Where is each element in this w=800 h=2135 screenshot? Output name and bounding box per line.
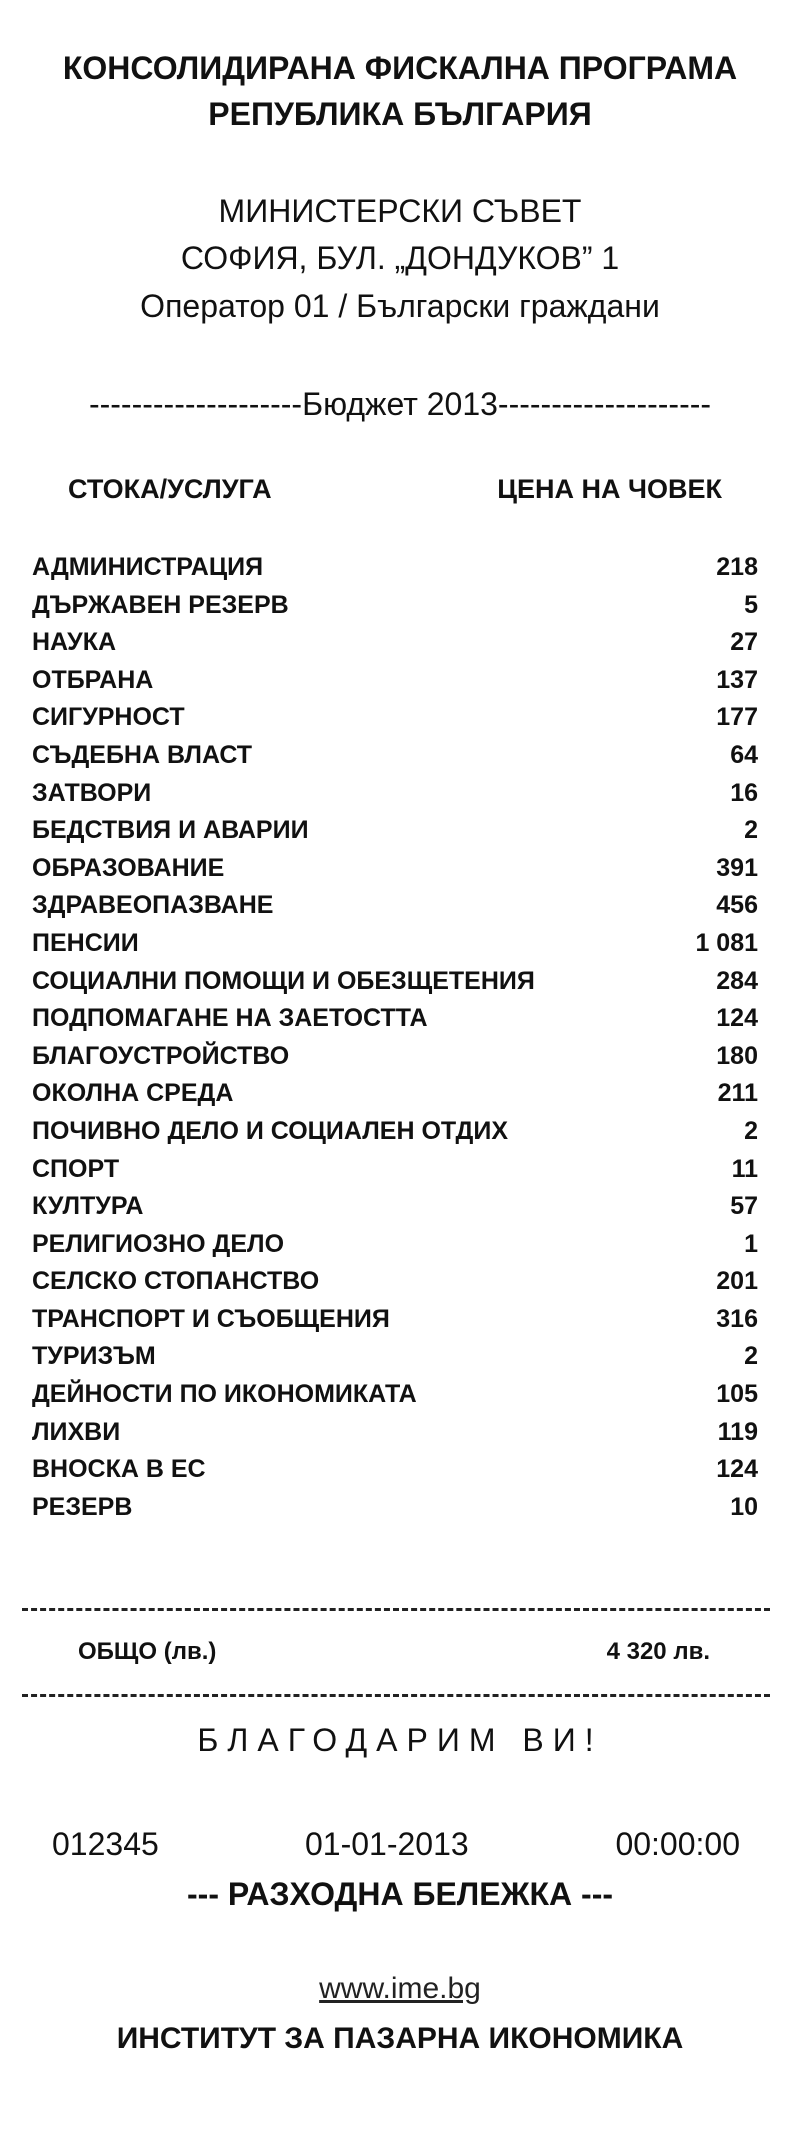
item-name: ОБРАЗОВАНИЕ: [32, 853, 225, 882]
issuer-name: МИНИСТЕРСКИ СЪВЕТ: [218, 193, 582, 229]
item-price: 201: [716, 1267, 758, 1296]
institute-name: ИНСТИТУТ ЗА ПАЗАРНА ИКОНОМИКА: [116, 2022, 684, 2055]
list-item: [32, 1042, 758, 1080]
item-column-header: СТОКА/УСЛУГА: [68, 474, 272, 504]
item-price: 180: [716, 1041, 758, 1070]
receipt-date: 01-01-2013: [305, 1826, 469, 1862]
list-item: [32, 1455, 758, 1493]
item-price: 5: [744, 590, 758, 619]
item-price: 2: [744, 1116, 758, 1145]
list-item: [32, 741, 758, 779]
item-price: 124: [716, 1455, 758, 1484]
item-name: ЗДРАВЕОПАЗВАНЕ: [32, 891, 274, 920]
list-item: [32, 967, 758, 1005]
list-item: [32, 1230, 758, 1268]
list-item: [32, 1342, 758, 1380]
dashed-divider-bottom: [22, 1694, 770, 1697]
country-title: РЕПУБЛИКА БЪЛГАРИЯ: [208, 96, 592, 132]
item-price: 10: [730, 1492, 758, 1521]
item-name: ПЕНСИИ: [32, 928, 139, 957]
item-name: СОЦИАЛНИ ПОМОЩИ И ОБЕЗЩЕТЕНИЯ: [32, 966, 535, 995]
item-name: БЛАГОУСТРОЙСТВО: [32, 1041, 290, 1070]
receipt-type: --- РАЗХОДНА БЕЛЕЖКА ---: [187, 1876, 613, 1912]
item-price: 211: [717, 1079, 758, 1108]
item-price: 2: [744, 816, 758, 845]
program-title: КОНСОЛИДИРАНА ФИСКАЛНА ПРОГРАМА: [62, 50, 738, 86]
item-price: 2: [744, 1342, 758, 1371]
list-item: [32, 1380, 758, 1418]
receipt-code: 012345: [52, 1826, 159, 1862]
item-price: 27: [730, 628, 758, 657]
item-price: 119: [717, 1417, 758, 1446]
list-item: [32, 816, 758, 854]
item-name: РЕЛИГИОЗНО ДЕЛО: [32, 1229, 285, 1258]
list-item: [32, 891, 758, 929]
item-price: 391: [716, 853, 758, 882]
item-name: АДМИНИСТРАЦИЯ: [32, 553, 264, 581]
item-price: 57: [730, 1192, 758, 1221]
item-price: 11: [731, 1154, 758, 1183]
item-name: ЗАТВОРИ: [32, 778, 152, 807]
item-name: РЕЗЕРВ: [32, 1492, 133, 1521]
item-price: 177: [716, 703, 758, 732]
list-item: [32, 628, 758, 666]
price-column-header: ЦЕНА НА ЧОВЕК: [497, 474, 722, 504]
list-item: [32, 591, 758, 629]
item-name: ТРАНСПОРТ И СЪОБЩЕНИЯ: [32, 1304, 390, 1333]
item-name: ТУРИЗЪМ: [32, 1342, 156, 1371]
item-price: 1 081: [695, 928, 758, 957]
website-line: [0, 1972, 800, 2006]
item-name: ДЕЙНОСТИ ПО ИКОНОМИКАТА: [32, 1380, 417, 1409]
item-price: 105: [716, 1380, 758, 1409]
item-price: 316: [716, 1304, 758, 1333]
issuer-address: СОФИЯ, БУЛ. „ДОНДУКОВ” 1: [180, 240, 620, 276]
item-name: ЛИХВИ: [32, 1417, 121, 1446]
item-name: КУЛТУРА: [32, 1192, 144, 1221]
item-name: БЕДСТВИЯ И АВАРИИ: [32, 816, 309, 845]
item-name: СЪДЕБНА ВЛАСТ: [32, 740, 253, 769]
list-item: [32, 1305, 758, 1343]
list-item: [32, 854, 758, 892]
list-item: [32, 1079, 758, 1117]
list-item: [32, 1117, 758, 1155]
item-price: 456: [716, 891, 758, 920]
thanks-message: БЛАГОДАРИМ ВИ!: [197, 1722, 603, 1758]
item-name: СПОРТ: [32, 1154, 120, 1183]
total-label: ОБЩО (лв.): [78, 1638, 217, 1665]
list-item: [32, 1004, 758, 1042]
list-item: [32, 703, 758, 741]
item-price: 64: [730, 740, 758, 769]
website-link[interactable]: www.ime.bg: [319, 1972, 481, 2005]
dashed-divider-top: [22, 1608, 770, 1611]
item-name: НАУКА: [32, 628, 117, 657]
item-name: ДЪРЖАВЕН РЕЗЕРВ: [32, 590, 289, 619]
item-name: ОКОЛНА СРЕДА: [32, 1079, 234, 1108]
list-item: [32, 1155, 758, 1193]
receipt-time: 00:00:00: [615, 1826, 740, 1862]
items-list: [32, 553, 758, 1530]
list-item: [32, 929, 758, 967]
list-item: [32, 1192, 758, 1230]
item-price: 218: [716, 553, 758, 581]
item-name: ПОДПОМАГАНЕ НА ЗАЕТОСТТА: [32, 1004, 428, 1033]
item-name: СИГУРНОСТ: [32, 703, 185, 732]
list-item: [32, 1418, 758, 1456]
item-price: 137: [716, 665, 758, 694]
item-price: 124: [716, 1004, 758, 1033]
item-price: 16: [730, 778, 758, 807]
list-item: [32, 1493, 758, 1531]
list-item: [32, 779, 758, 817]
item-name: ОТБРАНА: [32, 665, 154, 694]
total-value: 4 320 лв.: [606, 1638, 710, 1665]
item-name: ВНОСКА В ЕС: [32, 1455, 206, 1484]
item-name: СЕЛСКО СТОПАНСТВО: [32, 1267, 320, 1296]
list-item: [32, 1267, 758, 1305]
item-name: ПОЧИВНО ДЕЛО И СОЦИАЛЕН ОТДИХ: [32, 1116, 509, 1145]
item-price: 1: [744, 1229, 758, 1258]
operator-line: Оператор 01 / Български граждани: [140, 288, 660, 324]
budget-separator: --------------------Бюджет 2013--------------------: [88, 386, 712, 422]
list-item: [32, 553, 758, 591]
item-price: 284: [716, 966, 758, 995]
list-item: [32, 666, 758, 704]
